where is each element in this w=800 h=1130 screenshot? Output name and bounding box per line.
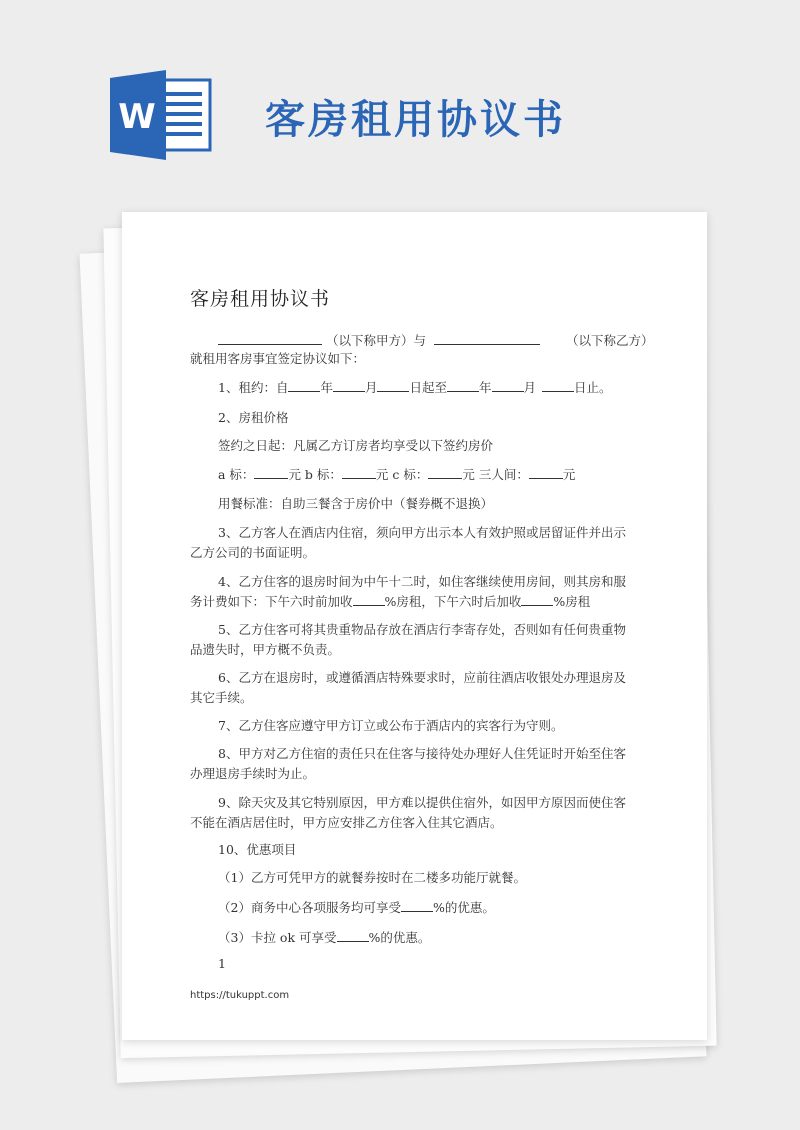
- document-title: 客房租用协议书: [190, 288, 331, 310]
- word-icon-letter: W: [118, 97, 156, 137]
- clause-3-cont: 乙方公司的书面证明。: [190, 545, 316, 560]
- clause-4-cont: 务计费如下：下午六时前加收 %房租，下午六时后加收 %房租: [190, 594, 591, 609]
- page-number: 1: [218, 956, 226, 971]
- intro-line: （以下称甲方）与 （以下称乙方）: [218, 331, 653, 349]
- clause-7: 7、乙方住客应遵守甲方订立或公布于酒店内的宾客行为守则。: [218, 718, 564, 733]
- word-document-icon: [110, 70, 212, 160]
- clause-10-title: 10、优惠项目: [218, 842, 297, 857]
- clause-5: 5、乙方住客可将其贵重物品存放在酒店行李寄存处，否则如有任何贵重物: [218, 622, 626, 637]
- clause-2-line: 签约之日起：凡属乙方订房者均享受以下签约房价: [218, 438, 494, 453]
- clause-2-rates: a 标： 元 b 标： 元 c 标： 元 三人间： 元: [218, 467, 576, 482]
- clause-4: 4、乙方住客的退房时间为中午十二时，如住客继续使用房间，则其房和服: [218, 574, 626, 589]
- clause-9-cont: 不能在酒店居住时，甲方应安排乙方住客入住其它酒店。: [190, 815, 503, 830]
- clause-8-cont: 办理退房手续时为止。: [190, 766, 316, 781]
- clause-6: 6、乙方在退房时，或遵循酒店特殊要求时，应前往酒店收银处办理退房及: [218, 670, 626, 685]
- clause-6-cont: 其它手续。: [190, 690, 253, 705]
- clause-10-2: （2）商务中心各项服务均可享受 %的优惠。: [218, 900, 495, 915]
- clause-3: 3、乙方客人在酒店内住宿，须向甲方出示本人有效护照或居留证件并出示: [218, 525, 626, 540]
- page-title: 客房租用协议书: [265, 97, 566, 143]
- intro-line-2: 就租用客房事宜签定协议如下：: [190, 351, 366, 366]
- clause-10-3: （3）卡拉 ok 可享受 %的优惠。: [218, 930, 431, 945]
- clause-5-cont: 品遗失时，甲方概不负责。: [190, 642, 341, 657]
- clause-10-1: （1）乙方可凭甲方的就餐券按时在二楼多功能厅就餐。: [218, 870, 526, 885]
- clause-8: 8、甲方对乙方住宿的责任只在住客与接待处办理好人住凭证时开始至住客: [218, 746, 626, 761]
- clause-2-title: 2、房租价格: [218, 410, 289, 425]
- clause-1: 1、租约：自 年 月 日起至 年 月 日止。: [218, 380, 612, 395]
- footer-url: https://tukuppt.com: [190, 990, 290, 1001]
- clause-2-meal: 用餐标准：自助三餐含于房价中（餐券概不退换）: [218, 496, 494, 511]
- clause-9: 9、除天灾及其它特别原因，甲方难以提供住宿外，如因甲方原因而使住客: [218, 795, 626, 810]
